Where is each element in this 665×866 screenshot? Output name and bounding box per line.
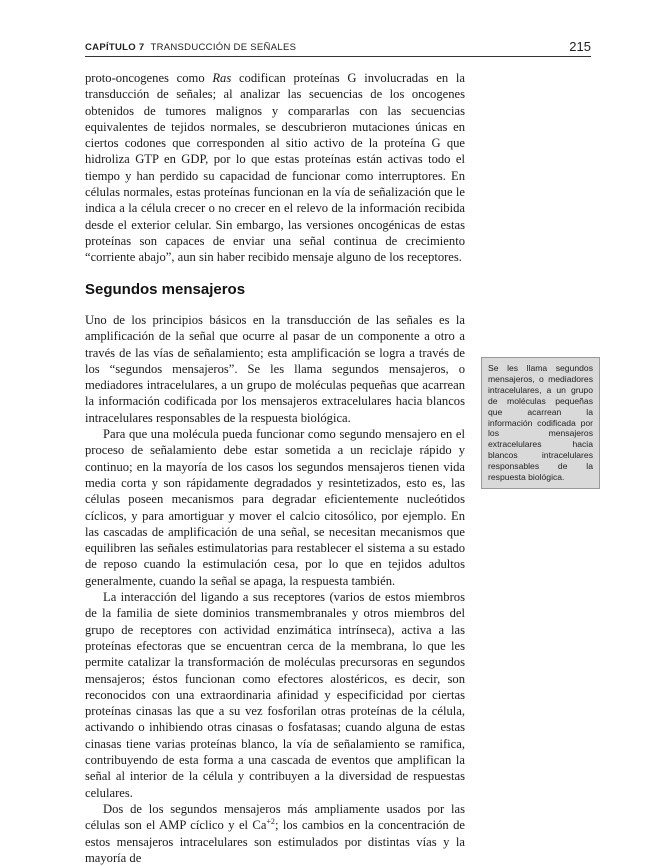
margin-note-box (481, 357, 600, 489)
body-paragraph-4-start: Dos de los segundos mensajeros más ampliamente usados por las células son el AMP cíclico y el Ca (85, 801, 465, 833)
running-head (85, 36, 591, 57)
running-head-chapter (85, 42, 296, 53)
section-body (85, 312, 465, 866)
body-paragraph-1: Uno de los principios básicos en la transducción de las señales es la amplificación de la señal que ocurre al pasar de un componente a otro a través de las vías de señalamiento; esta amplificación se logra a través de los “segundos mensajeros”. Se les llama segundos mensajeros, o mediadores intracelulares, a un grupo de moléculas pequeñas que acarrean la información codificada por los mensajeros extracelulares hacia blancos intracelulares responsables de la respuesta biológica. (85, 313, 465, 425)
margin-note-text: Se les llama segundos mensajeros, o mediadores intracelulares, a un grupo de moléculas pequeñas que acarrean la información codificada por los mensajeros extracelulares hacia blancos intracelulares responsables de la respuesta biológica. (488, 363, 593, 483)
intro-paragraph (85, 70, 465, 266)
intro-paragraph-block (85, 70, 465, 266)
chapter-title: TRANSDUCCIÓN DE SEÑALES (150, 42, 297, 53)
page-number: 215 (569, 39, 591, 54)
body-paragraph-3: La interacción del ligando a sus receptores (varios de estos miembros de la familia de siete dominios transmembranales y otros miembros del grupo de receptores con actividad enzimática intrínseca), activa a las proteínas efectoras que se encuentran cerca de la membrana, lo que les permite catalizar la transformación de moléculas precursoras en segundos mensajeros; éstos funcionan como efectores alostéricos, es decir, son reconocidos con una extraordinaria afinidad y especificidad por ciertas proteínas cinasas las que a su vez fosforilan otras proteínas de la célula, activando o inhibiendo otras cinasas o fosfatasas; cuando alguna de estas cinasas tiene varias proteínas blanco, la vía de señalamiento se ramifica, contribuyendo de esta forma a una cascada de eventos que amplifican la señal al interior de la célula y contribuyen a la diversidad de respuestas celulares. (85, 590, 465, 800)
calcium-charge-superscript: +2 (266, 817, 275, 827)
body-paragraph-4 (85, 801, 465, 866)
body-paragraph-2: Para que una molécula pueda funcionar como segundo mensajero en el proceso de señalamiento debe estar sometida a un reciclaje rápido y continuo; en la mayoría de los casos los segundos mensajeros tienen vida media corta y son rápidamente degradados y resintetizados, esto es, las células poseen mecanismos para degradar eficientemente nucleótidos cíclicos, y para amortiguar y mover el calcio citosólico, por ejemplo. En las cascadas de amplificación de una señal, se necesitan mecanismos que equilibren las señales estimulatorias para restablecer el sistema a su estado de reposo cuando la estimulación cesa, por lo que en tejidos adultos generalmente, cuando la señal se apaga, la respuesta también. (85, 427, 465, 588)
intro-text-start: proto-oncogenes como (85, 71, 213, 85)
gene-name-italic: Ras (212, 71, 232, 85)
body-paragraph-4-rest: ; los cambios en la concentración de estos mensajeros intracelulares son estimulados por distintas vías y la mayoría de (85, 818, 465, 865)
chapter-label: CAPÍTULO 7 (85, 42, 145, 53)
section-heading: Segundos mensajeros (85, 281, 246, 298)
intro-text-rest: codifican proteínas G involucradas en la transducción de señales; al analizar las secuencias de los oncogenes obtenidos de tumores malignos y compararlas con las secuencias equivalentes de tejidos normales, se descubrieron mutaciones únicas en ciertos codones que corresponden al sitio activo de la proteína G que hidroliza GTP en GDP, por lo que estas proteínas están activas todo el tiempo y han perdido su capacidad de funcionar como interruptores. En células normales, estas proteínas funcionan en la vía de señalización que le indica a la célula crecer o no crecer en el relevo de la información recibida desde el exterior celular. Sin embargo, las versiones oncogénicas de estas proteínas son capaces de enviar una señal continua de crecimiento “corriente abajo”, aun sin haber recibido mensaje alguno de los receptores. (85, 71, 465, 265)
